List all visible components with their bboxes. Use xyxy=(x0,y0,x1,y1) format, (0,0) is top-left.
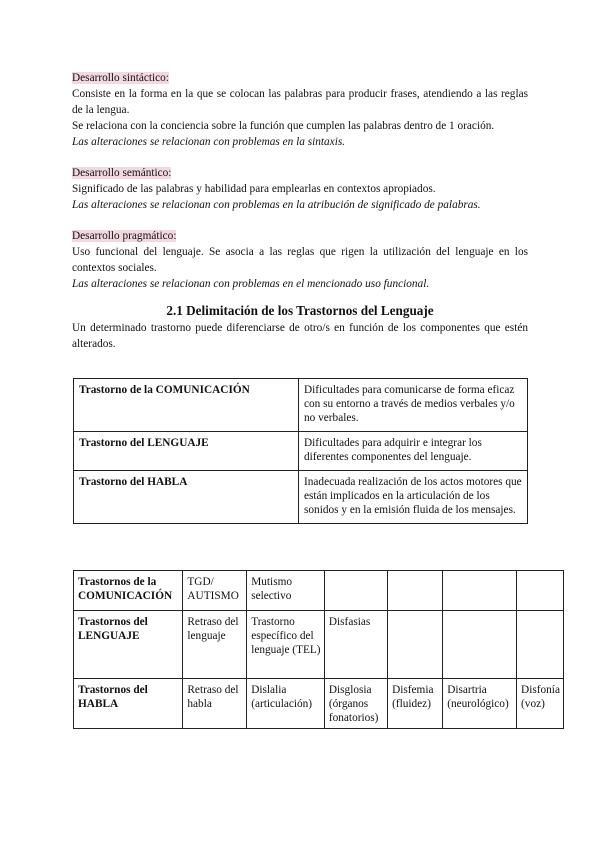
note: Las alteraciones se relacionan con problemas en la sintaxis. xyxy=(72,136,346,148)
section-pragmatico xyxy=(72,228,528,292)
table-row xyxy=(74,432,528,471)
paragraph: Significado de las palabras y habilidad para emplearlas en contextos apropiados. xyxy=(72,183,436,195)
table-cell: Disfasias xyxy=(324,611,387,679)
note: Las alteraciones se relacionan con problemas en el mencionado uso funcional. xyxy=(72,278,430,290)
table-cell: Trastornos del HABLA xyxy=(74,679,183,729)
table-cell xyxy=(517,611,564,679)
table-cell xyxy=(443,571,517,611)
table-cell: Retraso del lenguaje xyxy=(183,611,247,679)
section-semantico xyxy=(72,165,528,213)
table-cell: TGD/ AUTISMO xyxy=(183,571,247,611)
document-body xyxy=(72,70,528,352)
table-cell: Retraso del habla xyxy=(183,679,247,729)
table-cell: Disglosia (órganos fonatorios) xyxy=(324,679,387,729)
table-cell: Inadecuada realización de los actos motores que están implicados en la articulación de los sonidos y en la emisión fluida de los mensajes. xyxy=(299,471,528,524)
table-cell: Dificultades para comunicarse de forma eficaz con su entorno a través de medios verbales y/o no verbales. xyxy=(299,379,528,432)
table-row xyxy=(74,379,528,432)
section-title: Desarrollo semántico: xyxy=(72,167,172,179)
table-cell: Mutismo selectivo xyxy=(247,571,325,611)
note: Las alteraciones se relacionan con problemas en la atribución de significado de palabras. xyxy=(72,199,481,211)
section-sintactico xyxy=(72,70,528,150)
table-cell: Trastornos del LENGUAJE xyxy=(74,611,183,679)
section-title: Desarrollo pragmático: xyxy=(72,230,177,242)
paragraph: Se relaciona con la conciencia sobre la función que cumplen las palabras dentro de 1 oración. xyxy=(72,120,495,132)
table-cell: Dificultades para adquirir e integrar los diferentes componentes del lenguaje. xyxy=(299,432,528,471)
table-row xyxy=(74,611,564,679)
table-row xyxy=(74,571,564,611)
intro-paragraph: Un determinado trastorno puede diferenciarse de otro/s en función de los componentes que estén alterados. xyxy=(72,322,528,350)
table-cell xyxy=(388,571,443,611)
paragraph: Uso funcional del lenguaje. Se asocia a las reglas que rigen la utilización del lenguaje en los contextos sociales. xyxy=(72,246,528,274)
table-cell: Disfemia (fluidez) xyxy=(388,679,443,729)
table-row xyxy=(74,679,564,729)
table-cell xyxy=(388,611,443,679)
paragraph: Consiste en la forma en la que se colocan las palabras para producir frases, atendiendo a las reglas de la lengua. xyxy=(72,88,528,116)
table-cell: Trastorno de la COMUNICACIÓN xyxy=(74,379,299,432)
disorders-classification-table xyxy=(73,570,564,729)
section-title: Desarrollo sintáctico: xyxy=(72,72,169,84)
table-cell xyxy=(517,571,564,611)
table-cell: Trastorno del HABLA xyxy=(74,471,299,524)
table-cell xyxy=(324,571,387,611)
table-row xyxy=(74,471,528,524)
disorders-definition-table xyxy=(73,378,528,524)
table-cell: Trastorno del LENGUAJE xyxy=(74,432,299,471)
section-heading: 2.1 Delimitación de los Trastornos del Lenguaje xyxy=(166,303,434,318)
table-cell xyxy=(443,611,517,679)
table-cell: Dislalia (articulación) xyxy=(247,679,325,729)
table-cell: Trastornos de la COMUNICACIÓN xyxy=(74,571,183,611)
table-cell: Disfonía (voz) xyxy=(517,679,564,729)
table-cell: Disartria (neurológico) xyxy=(443,679,517,729)
table-cell: Trastorno específico del lenguaje (TEL) xyxy=(247,611,325,679)
